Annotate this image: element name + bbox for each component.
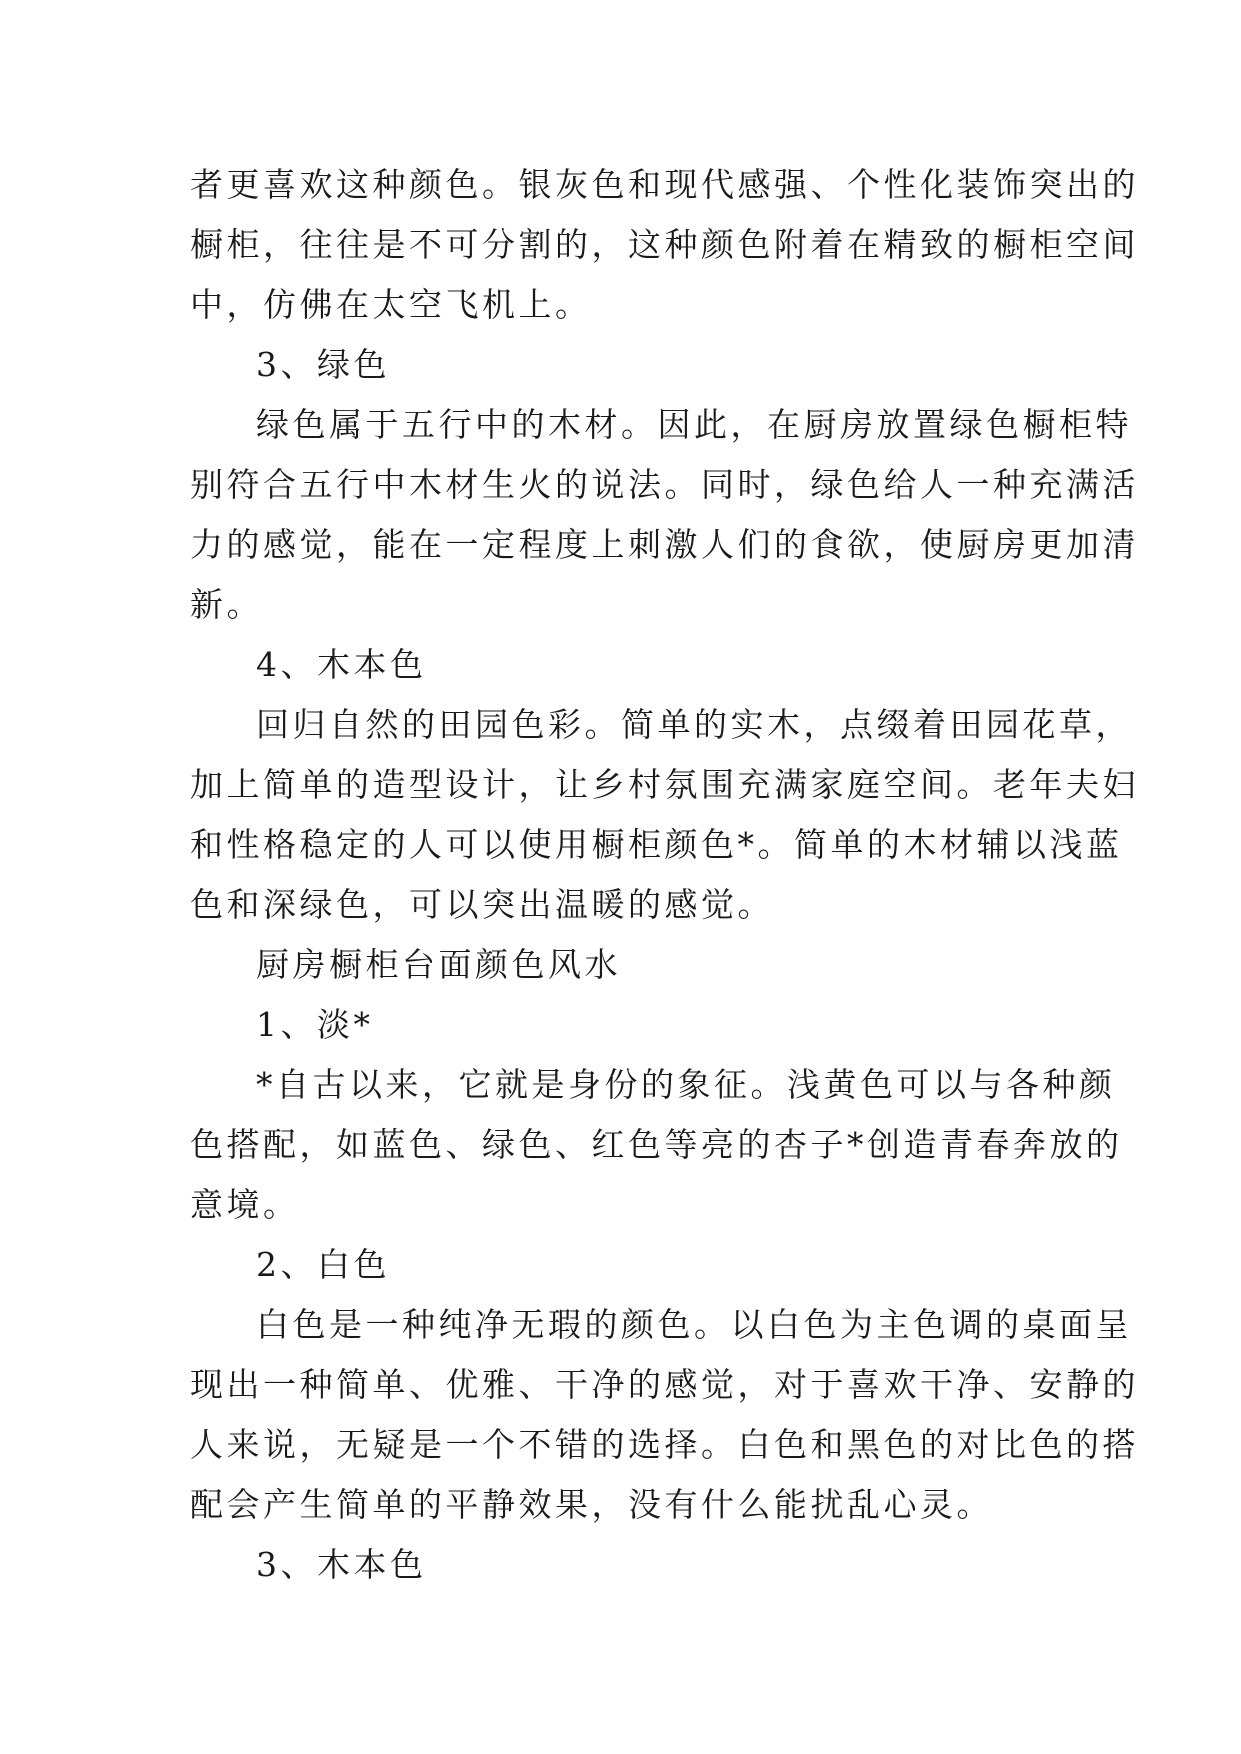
paragraph-line: 别符合五行中木材生火的说法。同时，绿色给人一种充满活 [190, 465, 1139, 504]
paragraph-line: 加上简单的造型设计，让乡村氛围充满家庭空间。老年夫妇 [190, 765, 1139, 804]
paragraph-line: *自古以来，它就是身份的象征。浅黄色可以与各种颜 [256, 1065, 1116, 1104]
paragraph-line: 人来说，无疑是一个不错的选择。白色和黑色的对比色的搭 [190, 1425, 1139, 1464]
paragraph-line: 回归自然的田园色彩。简单的实木，点缀着田园花草， [256, 705, 1132, 744]
section-title: 厨房橱柜台面颜色风水 [256, 945, 621, 984]
paragraph-line: 现出一种简单、优雅、干净的感觉，对于喜欢干净、安静的 [190, 1365, 1139, 1404]
paragraph-line: 和性格稳定的人可以使用橱柜颜色*。简单的木材辅以浅蓝 [190, 825, 1123, 864]
section-heading-light: 1、淡* [256, 1005, 374, 1044]
paragraph-line: 绿色属于五行中的木材。因此，在厨房放置绿色橱柜特 [256, 405, 1132, 444]
section-heading-green: 3、绿色 [256, 345, 390, 384]
paragraph-line: 中，仿佛在太空飞机上。 [190, 285, 592, 324]
document-body [190, 155, 1139, 1595]
section-heading-white: 2、白色 [256, 1245, 390, 1284]
paragraph-line: 白色是一种纯净无瑕的颜色。以白色为主色调的桌面呈 [256, 1305, 1132, 1344]
paragraph-line: 力的感觉，能在一定程度上刺激人们的食欲，使厨房更加清 [190, 525, 1139, 564]
paragraph-line: 新。 [190, 585, 263, 624]
paragraph-line: 意境。 [190, 1185, 300, 1224]
paragraph-line: 橱柜，往往是不可分割的，这种颜色附着在精致的橱柜空间 [190, 225, 1139, 264]
section-heading-wood: 4、木本色 [256, 645, 427, 684]
paragraph-line: 配会产生简单的平静效果，没有什么能扰乱心灵。 [190, 1485, 993, 1524]
section-heading-wood-2: 3、木本色 [256, 1545, 427, 1584]
paragraph-line: 者更喜欢这种颜色。银灰色和现代感强、个性化装饰突出的 [190, 165, 1139, 204]
paragraph-line: 色和深绿色，可以突出温暖的感觉。 [190, 885, 774, 924]
paragraph-line: 色搭配，如蓝色、绿色、红色等亮的杏子*创造青春奔放的 [190, 1125, 1123, 1164]
